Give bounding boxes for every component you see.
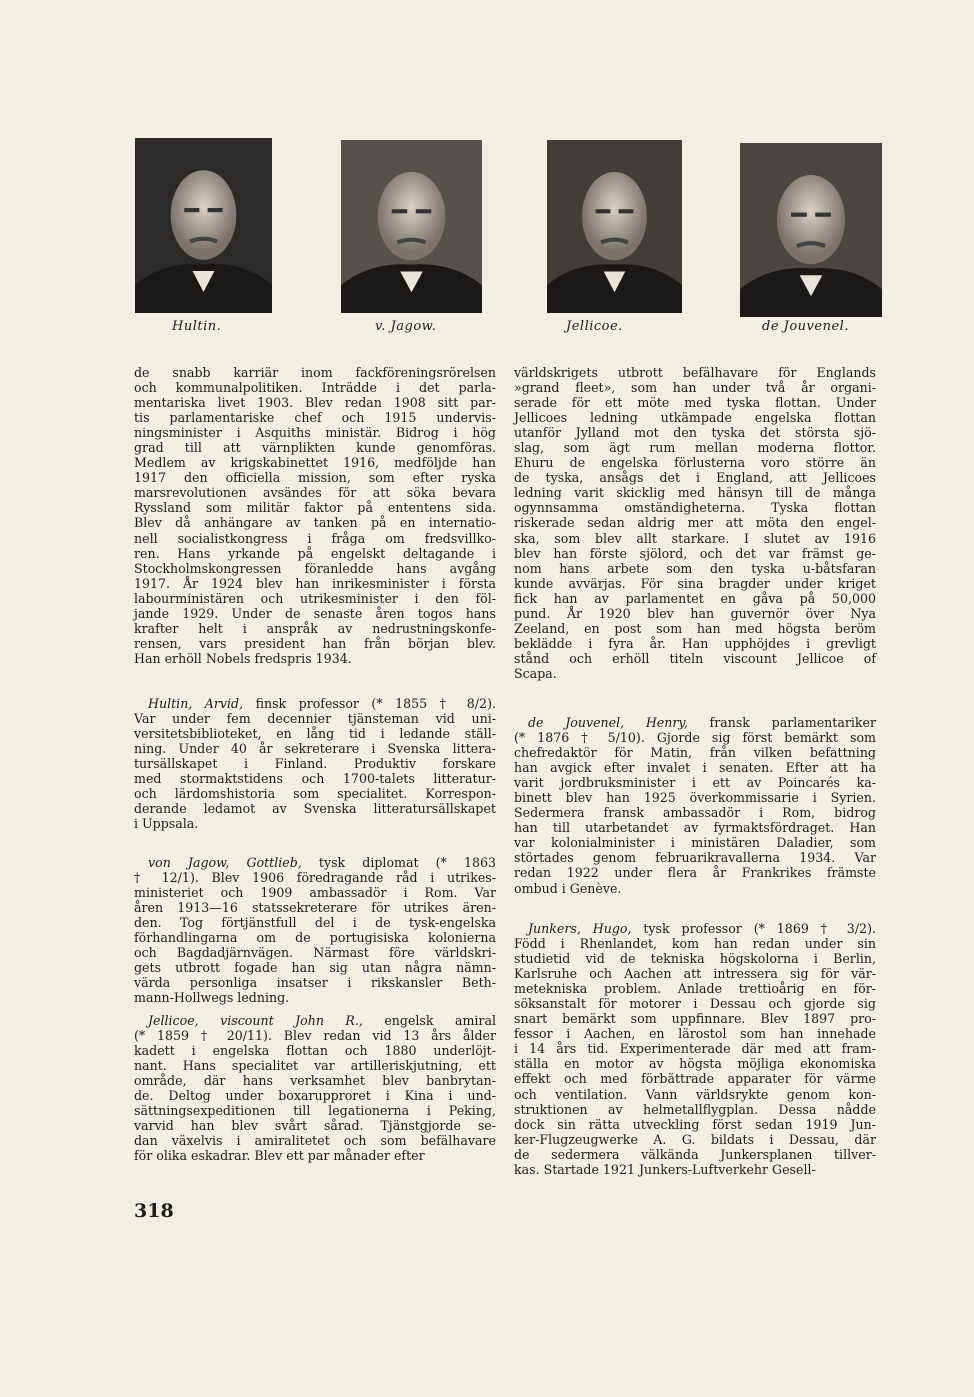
text-line: världskrigets utbrott befälhavare för Englands bbox=[514, 365, 876, 380]
text-line: Född i Rhenlandet, kom han redan under sin bbox=[514, 936, 876, 952]
text-line: redan 1922 under flera år Frankrikes främste bbox=[514, 865, 876, 881]
text-line: Var under fem decennier tjänsteman vid uni- bbox=[134, 711, 496, 727]
text-line: han avgick efter invalet i senaten. Efter att ha bbox=[514, 760, 876, 776]
text-line: ningsminister i Asquiths ministär. Bidrog i hög bbox=[134, 425, 496, 441]
text-line: fessor i Aachen, en lärostol som han innehade bbox=[514, 1026, 876, 1042]
text-line: i Uppsala. bbox=[134, 816, 199, 832]
text-line: riskerade sedan aldrig mer att möta den engel- bbox=[514, 515, 876, 531]
text-line: den. Tog förtjänstfull del i de tysk-engelska bbox=[134, 915, 496, 931]
text-line: Han erhöll Nobels fredspris 1934. bbox=[134, 650, 352, 666]
portrait-caption: v. Jagow. bbox=[375, 319, 437, 334]
text-line bbox=[134, 696, 496, 711]
right-column bbox=[514, 365, 876, 1195]
portrait-caption: Hultin. bbox=[172, 319, 222, 334]
text-line: rensen, vars president han från början blev. bbox=[134, 635, 496, 651]
text-line: Medlem av krigskabinettet 1916, medföljde han bbox=[134, 455, 496, 471]
text-line: tis parlamentariske chef och 1915 undervis- bbox=[134, 410, 496, 426]
article-paragraph bbox=[514, 715, 876, 896]
text-line: nell socialistkongress i fråga om fredsvillko- bbox=[134, 530, 496, 546]
text-line: Jellicoes ledning utkämpade engelska flottan bbox=[514, 410, 876, 426]
text-line: effekt och med förbättrade apparater för värme bbox=[514, 1071, 876, 1087]
text-line: de snabb karriär inom fackföreningsrörelsen bbox=[134, 365, 496, 380]
text-line: sättningsexpeditionen till legationerna i Peking, bbox=[134, 1103, 496, 1119]
entry-text: tysk professor (* 1869 † 3/2). bbox=[631, 921, 876, 936]
text-line: kadett i engelska flottan och 1880 underlöjt- bbox=[134, 1043, 496, 1059]
text-line: chefredaktör för Matin, från vilken befattning bbox=[514, 745, 876, 761]
text-line: metekniska problem. Anlade trettioårig en för- bbox=[514, 981, 876, 997]
text-line: Stockholmskongressen föranledde hans avgång bbox=[134, 560, 496, 576]
text-line: † 12/1). Blev 1906 föredragande råd i utrikes- bbox=[134, 870, 496, 886]
text-line: binett blev han 1925 överkommissarie i Syrien. bbox=[514, 790, 876, 806]
text-line: ker-Flugzeugwerke A. G. bildats i Dessau, där bbox=[514, 1131, 876, 1147]
entry-text: engelsk amiral bbox=[362, 1013, 496, 1028]
entry-name: Jellicoe, viscount John R., bbox=[148, 1013, 363, 1028]
text-line: snart bemärkt som uppfinnare. Blev 1897 pro- bbox=[514, 1011, 876, 1027]
text-line bbox=[134, 1013, 496, 1028]
text-line: och kommunalpolitiken. Inträdde i det parla- bbox=[134, 380, 496, 396]
text-line: Blev då anhängare av tanken på en internatio- bbox=[134, 515, 496, 531]
text-line: dan växelvis i amiralitetet och som befälhavare bbox=[134, 1133, 496, 1149]
text-line: beklädde i fyra år. Han upphöjdes i grevligt bbox=[514, 635, 876, 651]
text-line: ska, som blev allt starkare. I slutet av 1916 bbox=[514, 530, 876, 546]
entry-name: Junkers, Hugo, bbox=[528, 921, 632, 936]
text-line: ren. Hans yrkande på engelskt deltagande i bbox=[134, 545, 496, 561]
text-line: mentariska livet 1903. Blev redan 1908 sitt par- bbox=[134, 395, 496, 411]
article-paragraph bbox=[134, 1013, 496, 1163]
text-line: pund. År 1920 blev han guvernör över Nya bbox=[514, 605, 876, 621]
text-line: förhandlingarna om de portugisiska kolonierna bbox=[134, 930, 496, 946]
text-line: för olika eskadrar. Blev ett par månader efter bbox=[134, 1148, 425, 1164]
text-line: de. Deltog under boxarupproret i Kina i und- bbox=[134, 1088, 496, 1104]
text-line: (* 1859 † 20/11). Blev redan vid 13 års ålder bbox=[134, 1028, 496, 1044]
text-line: ministeriet och 1909 ambassadör i Rom. Var bbox=[134, 885, 496, 901]
entry-name: de Jouvenel, Henry, bbox=[528, 715, 688, 730]
text-line: marsrevolutionen avsändes för att söka bevara bbox=[134, 485, 496, 501]
portrait-caption: Jellicoe. bbox=[566, 319, 623, 334]
text-line: de tyska, ansågs det i England, att Jellicoes bbox=[514, 470, 876, 486]
text-line: åren 1913—16 statssekreterare för utrikes ären- bbox=[134, 900, 496, 916]
text-line: Scapa. bbox=[514, 665, 557, 681]
entry-text: finsk professor (* 1855 † 8/2). bbox=[243, 696, 496, 711]
text-line: ogynnsamma omständigheterna. Tyska flottan bbox=[514, 500, 876, 516]
article-paragraph bbox=[514, 921, 876, 1177]
text-line: fick han av parlamentet en gåva på 50,000 bbox=[514, 590, 876, 606]
text-line: område, där hans verksamhet blev banbrytan- bbox=[134, 1073, 496, 1089]
text-line: krafter helt i anspråk av nedrustningskonfe- bbox=[134, 620, 496, 636]
text-line bbox=[514, 715, 876, 730]
text-line: »grand fleet», som han under två år organi- bbox=[514, 380, 876, 396]
text-line: derande ledamot av Svenska litteratursällskapet bbox=[134, 801, 496, 817]
text-line: de sedermera välkända Junkersplanen tillver- bbox=[514, 1146, 876, 1162]
text-line: Ryssland som militär faktor på ententens sida. bbox=[134, 500, 496, 516]
text-line: störtades genom februarikravallerna 1934. Var bbox=[514, 850, 876, 866]
text-line: versitetsbiblioteket, en lång tid i ledande ställ- bbox=[134, 726, 496, 742]
text-line: ombud i Genève. bbox=[514, 880, 622, 896]
text-line: (* 1876 † 5/10). Gjorde sig först bemärkt som bbox=[514, 730, 876, 746]
text-line: och Bagdadjärnvägen. Närmast före världskri- bbox=[134, 945, 496, 961]
portrait-photo bbox=[547, 140, 682, 313]
text-line: söksanstalt för motorer i Dessau och gjorde sig bbox=[514, 996, 876, 1012]
text-line: labourministären och utrikesminister i den föl- bbox=[134, 590, 496, 606]
entry-text: tysk diplomat (* 1863 bbox=[301, 855, 496, 870]
text-line: serade för ett möte med tyska flottan. Under bbox=[514, 395, 876, 411]
portrait-caption: de Jouvenel. bbox=[762, 319, 849, 334]
text-line: studietid vid de tekniska högskolorna i Berlin, bbox=[514, 951, 876, 967]
text-line: jande 1929. Under de senaste åren togos hans bbox=[134, 605, 496, 621]
text-line: och ventilation. Vann världsrykte genom kon- bbox=[514, 1086, 876, 1102]
text-line: varit jordbruksminister i ett av Poincarés ka- bbox=[514, 775, 876, 791]
left-column bbox=[134, 365, 496, 1195]
text-line: med stormaktstidens och 1700-talets litteratur- bbox=[134, 771, 496, 787]
article-paragraph bbox=[134, 696, 496, 831]
text-line: kas. Startade 1921 Junkers-Luftverkehr Gesell- bbox=[514, 1161, 816, 1177]
text-line: Karlsruhe och Aachen att intressera sig för vär- bbox=[514, 966, 876, 982]
text-line: varvid han blev svårt sårad. Tjänstgjorde se- bbox=[134, 1118, 496, 1134]
text-line: och lärdomshistoria som specialitet. Korrespon- bbox=[134, 786, 496, 802]
text-line: blev han förste sjölord, och det var främst ge- bbox=[514, 545, 876, 561]
entry-name: Hultin, Arvid, bbox=[148, 696, 244, 711]
entry-text: fransk parlamentariker bbox=[687, 715, 876, 730]
text-line: nant. Hans specialitet var artilleriskjutning, ett bbox=[134, 1058, 496, 1074]
article-paragraph bbox=[514, 365, 876, 681]
text-line: struktionen av helmetallflygplan. Dessa nådde bbox=[514, 1101, 876, 1117]
page-number: 318 bbox=[134, 1200, 174, 1222]
article-paragraph bbox=[134, 365, 496, 666]
text-line: värda personliga insatser i rikskansler Beth- bbox=[134, 975, 496, 991]
text-line: grad till att värnplikten kunde genomföras. bbox=[134, 440, 496, 456]
text-line: Zeeland, en post som han med högsta beröm bbox=[514, 620, 876, 636]
text-line: 1917. År 1924 blev han inrikesminister i första bbox=[134, 575, 496, 591]
text-line: Sedermera fransk ambassadör i Rom, bidrog bbox=[514, 805, 876, 821]
text-line: tursällskapet i Finland. Produktiv forskare bbox=[134, 756, 496, 772]
text-line: mann-Hollwegs ledning. bbox=[134, 990, 290, 1006]
text-line: var kolonialminister i ministären Daladier, som bbox=[514, 835, 876, 851]
text-line: ledning varit skicklig med hänsyn till de många bbox=[514, 485, 876, 501]
text-line: ställa en motor av högsta möjliga ekonomiska bbox=[514, 1056, 876, 1072]
entry-name: von Jagow, Gottlieb, bbox=[148, 855, 302, 870]
text-line: kunde avvärjas. För sina bragder under kriget bbox=[514, 575, 876, 591]
text-line: slag, som ägt rum mellan moderna flottor. bbox=[514, 440, 876, 456]
text-line: ning. Under 40 år sekreterare i Svenska littera- bbox=[134, 741, 496, 757]
text-line: gets utbrott fogade han sig utan några nämn- bbox=[134, 960, 496, 976]
text-line: dock sin rätta utveckling först sedan 1919 Jun- bbox=[514, 1116, 876, 1132]
article-paragraph bbox=[134, 855, 496, 1005]
portrait-photo bbox=[341, 140, 482, 313]
text-line: Ehuru de engelska förlusterna voro större än bbox=[514, 455, 876, 471]
text-line: i 14 års tid. Experimenterade där med att fram- bbox=[514, 1041, 876, 1057]
text-line: 1917 den officiella mission, som efter ryska bbox=[134, 470, 496, 486]
text-line: han till utarbetandet av fyrmaktsfördraget. Han bbox=[514, 820, 876, 836]
text-line: nom hans arbete som den tyska u-båtsfaran bbox=[514, 560, 876, 576]
portrait-photo bbox=[740, 143, 882, 317]
text-line bbox=[134, 855, 496, 870]
text-line bbox=[514, 921, 876, 936]
text-line: stånd och erhöll titeln viscount Jellicoe of bbox=[514, 650, 876, 666]
portrait-photo bbox=[135, 138, 272, 313]
text-line: utanför Jylland mot den tyska det största sjö- bbox=[514, 425, 876, 441]
